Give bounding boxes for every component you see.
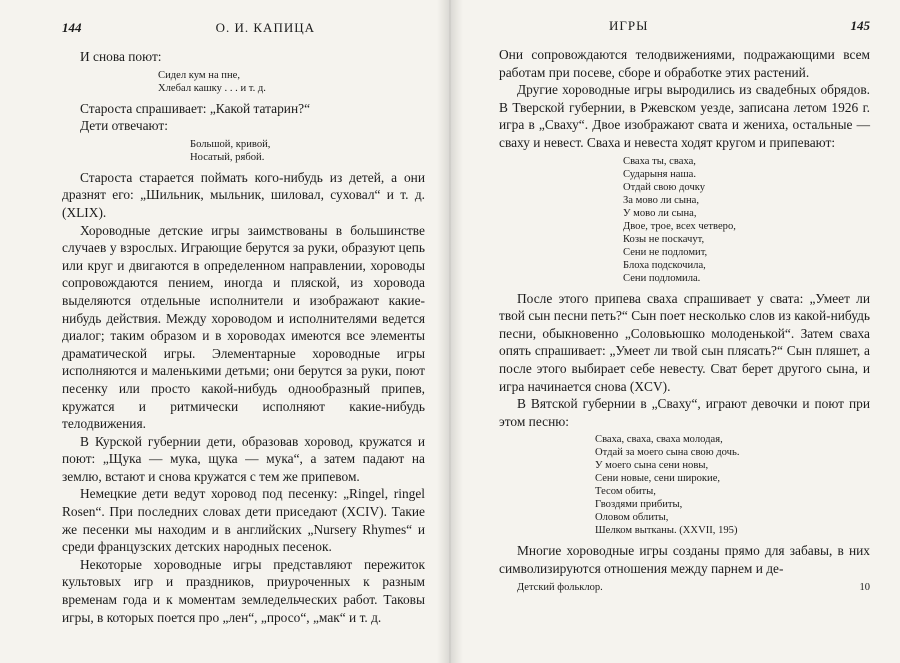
paragraph: Некоторые хороводные игры представляют пережиток культовых игр и праздников, приуроченных к разным временам года и к моментам земледельческих работ. Таковы игры, в которых поется про „лен“, „просо“, „мак“ и т. д. — [62, 556, 425, 625]
verse-line: Сени подломила. — [623, 272, 701, 284]
verse-line: Козы не поскачут, — [623, 233, 705, 245]
verse-line: Сваха ты, сваха, — [623, 155, 696, 167]
verse-line: Блоха подскочила, — [623, 259, 706, 271]
verse-line: Отдай за моего сына свою дочь. — [595, 447, 740, 459]
paragraph: Староста старается поймать кого-нибудь из детей, а они дразнят его: „Шильник, мыльник, шиловал, суховал“ и т. д. (XLIX). — [62, 169, 425, 220]
verse-line: Двое, трое, всех четверо, — [623, 220, 736, 232]
verse-line: Шелком вытканы. (XXVII, 195) — [595, 525, 738, 537]
paragraph: Другие хороводные игры выродились из свадебных обрядов. В Тверской губернии, в Ржевском уезде, записана летом 1926 г. игра в „Сваху“. Двое изображают свата и жениха, остальные — сваху и невест. Сваха и невеста ходят кругом и припевают: — [499, 82, 870, 150]
page-footer — [499, 582, 870, 593]
verse-line: Сени не подломит, — [623, 246, 708, 258]
left-running-title: О. И. КАПИЦА — [215, 20, 315, 35]
paragraph: Немецкие дети ведут хоровод под песенку: „Ringel, ringel Rosen“. При последних словах дети приседают (XCIV). Такие же песенки мы находим и в английских „Nursery Rhymes“ и среди французских детских народных песенок. — [62, 486, 425, 555]
right-page-number: 145 — [850, 18, 870, 33]
verse-block — [499, 433, 870, 537]
left-page-number: 144 — [62, 20, 82, 35]
verse-line: Тесом обиты, — [595, 486, 656, 498]
verse-line: У моего сына сени новы, — [595, 460, 709, 472]
verse-line: Большой, кривой, — [190, 138, 271, 150]
footer-signature: Детский фольклор. — [517, 581, 603, 593]
paragraph: В Вятской губернии в „Сваху“, играют девочки и поют при этом песню: — [499, 396, 870, 429]
verse-line: За мово ли сына, — [623, 194, 699, 206]
verse-line: Сваха, сваха, сваха молодая, — [595, 434, 723, 446]
verse-line: Сидел кум на пне, — [158, 69, 240, 81]
verse-block — [62, 69, 425, 95]
paragraph: После этого припева сваха спрашивает у свата: „Умеет ли твой сын песни петь?“ Сын поет несколько слов из какой-нибудь песни, обыкновенно „Соловьюшко молоденькой“. Затем сваха опять спрашивает: „Умеет ли твой сын плясать?“ Сын пляшет, а после этого выбирает себе невесту. Сват берет другого сына, и игра начинается снова (XCV). — [499, 290, 870, 394]
verse-line: Сени новые, сени широкие, — [595, 473, 721, 485]
verse-block — [62, 138, 425, 164]
right-running-title: ИГРЫ — [609, 18, 649, 33]
paragraph: В Курской губернии дети, образовав хоровод, кружатся и поют: „Щука — мука, щука — мука“, а затем падают на землю, встают и снова кружатся с тем же припевом. — [62, 433, 425, 484]
right-running-head — [499, 18, 870, 36]
left-page — [0, 0, 447, 663]
verse-line: У мово ли сына, — [623, 207, 697, 219]
left-running-head — [62, 20, 425, 38]
verse-line: Носатый, рябой. — [190, 151, 265, 163]
verse-line: Хлебал кашку . . . и т. д. — [158, 82, 266, 94]
verse-line: Сударыня наша. — [623, 168, 697, 180]
right-page — [447, 0, 900, 663]
paragraph: Они сопровождаются телодвижениями, подражающими всем работам при посеве, сборе и обработке этих растений. — [499, 47, 870, 80]
verse-line: Оловом облиты, — [595, 512, 669, 524]
paragraph: Хороводные детские игры заимствованы в большинстве случаев у взрослых. Играющие берутся за руки, образуют цепь или круг и двигаются в определенном направлении, хороводы сопровождаются пением, иногда и пляской, из хоровода выделяются отдельные исполнители и изображают какие-нибудь действия. Между хороводом и исполнителями ведется диалог; таким образом и в хороводах имеются все элементы драматической игры. Элементарные хороводные игры исполняются и маленькими детьми; они берутся за руки, поют песенку или просто какой-нибудь однообразный припев, кружатся и ритмически исполняют какие-нибудь телодвижения. — [62, 222, 425, 432]
paragraph: Дети отвечают: — [80, 118, 168, 134]
footer-sheet-number: 10 — [859, 581, 870, 593]
paragraph: И снова поют: — [80, 49, 162, 64]
verse-line: Отдай свою дочку — [623, 181, 706, 193]
verse-block — [499, 155, 870, 285]
paragraph: Староста спрашивает: „Какой татарин?“ — [80, 100, 311, 116]
verse-line: Гвоздями прибиты, — [595, 499, 683, 511]
paragraph: Многие хороводные игры созданы прямо для забавы, в них символизируются отношения между парнем и де- — [499, 543, 870, 576]
